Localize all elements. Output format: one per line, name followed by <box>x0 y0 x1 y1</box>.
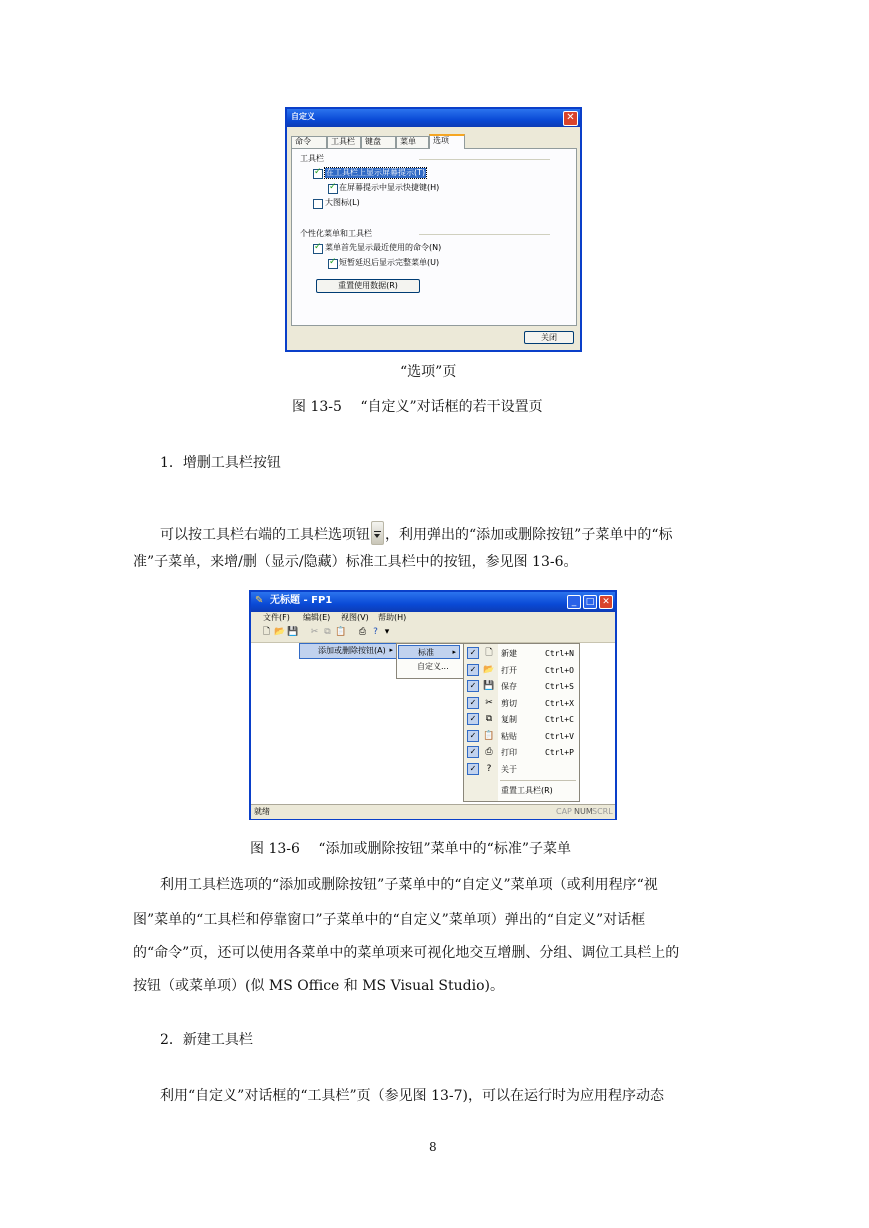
paragraph-line: 利用“自定义”对话框的“工具栏”页（参见图 13-7)，可以在运行时为应用程序动态 <box>160 1088 664 1104</box>
menu-separator <box>500 780 576 781</box>
app-icon: ✎ <box>255 595 264 606</box>
menu-item-label: 关于 <box>501 764 517 774</box>
toolbar-options-icon[interactable]: ▾ <box>384 627 390 637</box>
customize-dialog <box>285 107 582 352</box>
shortcuts-label: 在屏幕提示中显示快捷键(H) <box>339 183 440 192</box>
figure-caption: 图 13-5 “自定义”对话框的若干设置页 <box>292 399 543 415</box>
checkmark-icon: ✓ <box>467 763 479 775</box>
reset-toolbar-item[interactable]: 重置工具栏(R) <box>501 786 553 795</box>
paragraph-text: 可以按工具栏右端的工具栏选项钮 <box>160 527 370 543</box>
chevron-right-icon: ▸ <box>452 648 456 656</box>
menu-item-copy[interactable] <box>464 712 579 726</box>
window-title: 无标题 - FP1 <box>270 595 333 606</box>
tab-keyboard[interactable]: 键盘 <box>361 136 396 148</box>
page-number: 8 <box>429 1140 437 1154</box>
status-ready: 就绪 <box>254 807 270 816</box>
checkmark-icon: ✓ <box>467 647 479 659</box>
cut-icon: ✂ <box>485 697 493 708</box>
checkmark-icon: ✓ <box>467 664 479 676</box>
figure-caption: 图 13-6 “添加或删除按钮”菜单中的“标准”子菜单 <box>250 841 571 857</box>
cut-icon[interactable]: ✂ <box>310 627 319 637</box>
copy-icon[interactable]: ⧉ <box>324 627 331 637</box>
close-icon[interactable]: ✕ <box>563 111 578 126</box>
menu-item-help[interactable] <box>464 762 579 776</box>
dialog-title: 自定义 <box>291 112 315 121</box>
save-icon[interactable]: 💾 <box>287 627 299 637</box>
standard-submenu <box>396 643 464 679</box>
menu-item-label: 粘贴 <box>501 731 517 741</box>
group-personalize-title: 个性化菜单和工具栏 <box>300 229 372 238</box>
print-icon: ⎙ <box>485 747 493 757</box>
options-pane <box>291 148 577 326</box>
recent-commands-label: 菜单首先显示最近使用的命令(N) <box>325 243 442 252</box>
menu-item-label: 新建 <box>501 649 517 658</box>
standard-toolbar <box>251 624 615 643</box>
recent-commands-checkbox[interactable] <box>313 244 323 254</box>
checkmark-icon: ✓ <box>467 680 479 692</box>
print-icon[interactable]: ⎙ <box>358 627 367 637</box>
chevron-right-icon: ▸ <box>389 646 393 654</box>
checkmark-icon: ✓ <box>467 697 479 709</box>
group-toolbar-title: 工具栏 <box>300 154 324 163</box>
shortcuts-checkbox[interactable] <box>328 184 338 194</box>
menu-view[interactable]: 视图(V) <box>341 613 369 622</box>
full-menu-label: 短暂延迟后显示完整菜单(U) <box>339 258 440 267</box>
open-folder-icon[interactable]: 📂 <box>274 627 286 637</box>
paste-icon: 📋 <box>483 730 495 741</box>
menu-file[interactable]: 文件(F) <box>263 613 290 622</box>
menu-item-label: 保存 <box>501 682 517 691</box>
new-file-icon[interactable]: 🗋 <box>262 627 271 637</box>
checkmark-icon: ✓ <box>467 730 479 742</box>
minimize-icon[interactable]: _ <box>567 595 581 609</box>
group-divider <box>419 234 550 235</box>
standard-buttons-menu <box>463 643 580 802</box>
app-window <box>249 590 617 820</box>
menu-item-label: 打印 <box>501 748 517 757</box>
status-num: NUM <box>574 807 593 816</box>
checkmark-icon: ✓ <box>467 713 479 725</box>
open-folder-icon: 📂 <box>483 664 495 675</box>
menu-item-open-folder[interactable] <box>464 663 579 677</box>
menu-item-new-file[interactable] <box>464 646 579 660</box>
help-icon[interactable]: ? <box>373 627 378 637</box>
add-remove-menu <box>299 643 397 659</box>
menu-item-print[interactable] <box>464 745 579 759</box>
paragraph-line: 准”子菜单，来增/删（显示/隐藏）标准工具栏中的按钮，参见图 13-6。 <box>133 554 578 570</box>
large-icons-label: 大图标(L) <box>325 198 360 207</box>
menu-item-shortcut: Ctrl+C <box>545 715 574 724</box>
figure-subcaption: “选项”页 <box>400 364 457 380</box>
menu-item-label: 剪切 <box>501 698 517 708</box>
dialog-titlebar <box>287 109 580 127</box>
close-icon[interactable]: ✕ <box>599 595 613 609</box>
screentips-checkbox[interactable] <box>313 169 323 179</box>
menu-item-shortcut: Ctrl+O <box>545 665 574 675</box>
customize-item[interactable]: 自定义... <box>417 662 449 671</box>
tab-menus[interactable]: 菜单 <box>396 136 429 148</box>
menu-item-label: 打开 <box>501 665 517 675</box>
menu-item-save[interactable] <box>464 679 579 693</box>
status-bar <box>251 804 615 819</box>
maximize-icon[interactable]: □ <box>583 595 597 609</box>
large-icons-checkbox[interactable] <box>313 199 323 209</box>
add-remove-buttons-item[interactable]: 添加或删除按钮(A) <box>318 646 386 655</box>
section-heading: 1．增删工具栏按钮 <box>160 455 281 471</box>
menu-item-shortcut: Ctrl+P <box>545 748 574 757</box>
screentips-label: 在工具栏上显示屏幕提示(T) <box>326 168 426 177</box>
new-file-icon: 🗋 <box>485 648 493 658</box>
paragraph-line: 的“命令”页，还可以使用各菜单中的菜单项来可视化地交互增删、分组、调位工具栏上的 <box>133 945 680 961</box>
menu-item-shortcut: Ctrl+V <box>545 731 574 741</box>
section-heading: 2．新建工具栏 <box>160 1032 253 1048</box>
menu-item-cut[interactable] <box>464 696 579 710</box>
menu-edit[interactable]: 编辑(E) <box>303 613 331 622</box>
group-divider <box>419 159 550 160</box>
close-button[interactable]: 关闭 <box>524 331 574 344</box>
tab-options[interactable]: 选项 <box>429 134 465 149</box>
status-scrl: SCRL <box>592 807 613 816</box>
full-menu-checkbox[interactable] <box>328 259 338 269</box>
checkmark-icon: ✓ <box>467 746 479 758</box>
paragraph-line: 按钮（或菜单项）(似 MS Office 和 MS Visual Studio)。 <box>133 978 504 994</box>
menu-item-label: 复制 <box>501 715 517 724</box>
tab-commands[interactable]: 命令 <box>291 136 327 148</box>
menu-item-shortcut: Ctrl+N <box>545 649 574 658</box>
tab-toolbars[interactable]: 工具栏 <box>327 136 361 148</box>
menu-item-shortcut: Ctrl+S <box>545 682 574 691</box>
help-icon: ? <box>486 763 492 774</box>
toolbar-options-icon <box>371 521 384 545</box>
menu-help[interactable]: 帮助(H) <box>378 613 407 622</box>
paragraph-line: 图”菜单的“工具栏和停靠窗口”子菜单中的“自定义”菜单项）弹出的“自定义”对话框 <box>133 912 646 928</box>
standard-item[interactable] <box>398 645 460 659</box>
paragraph-line <box>160 521 672 545</box>
status-cap: CAP <box>556 807 572 816</box>
menu-bar <box>251 612 615 624</box>
standard-item-label: 标准 <box>418 648 434 657</box>
save-icon: 💾 <box>483 681 495 691</box>
menu-item-shortcut: Ctrl+X <box>545 698 574 708</box>
reset-usage-button[interactable]: 重置使用数据(R) <box>316 279 420 293</box>
menu-item-paste[interactable] <box>464 729 579 743</box>
paragraph-line: 利用工具栏选项的“添加或删除按钮”子菜单中的“自定义”菜单项（或利用程序“视 <box>160 877 658 893</box>
paste-icon[interactable]: 📋 <box>335 627 347 637</box>
window-titlebar <box>251 592 615 612</box>
copy-icon: ⧉ <box>485 714 493 724</box>
paragraph-text: ，利用弹出的“添加或删除按钮”子菜单中的“标 <box>385 527 673 543</box>
